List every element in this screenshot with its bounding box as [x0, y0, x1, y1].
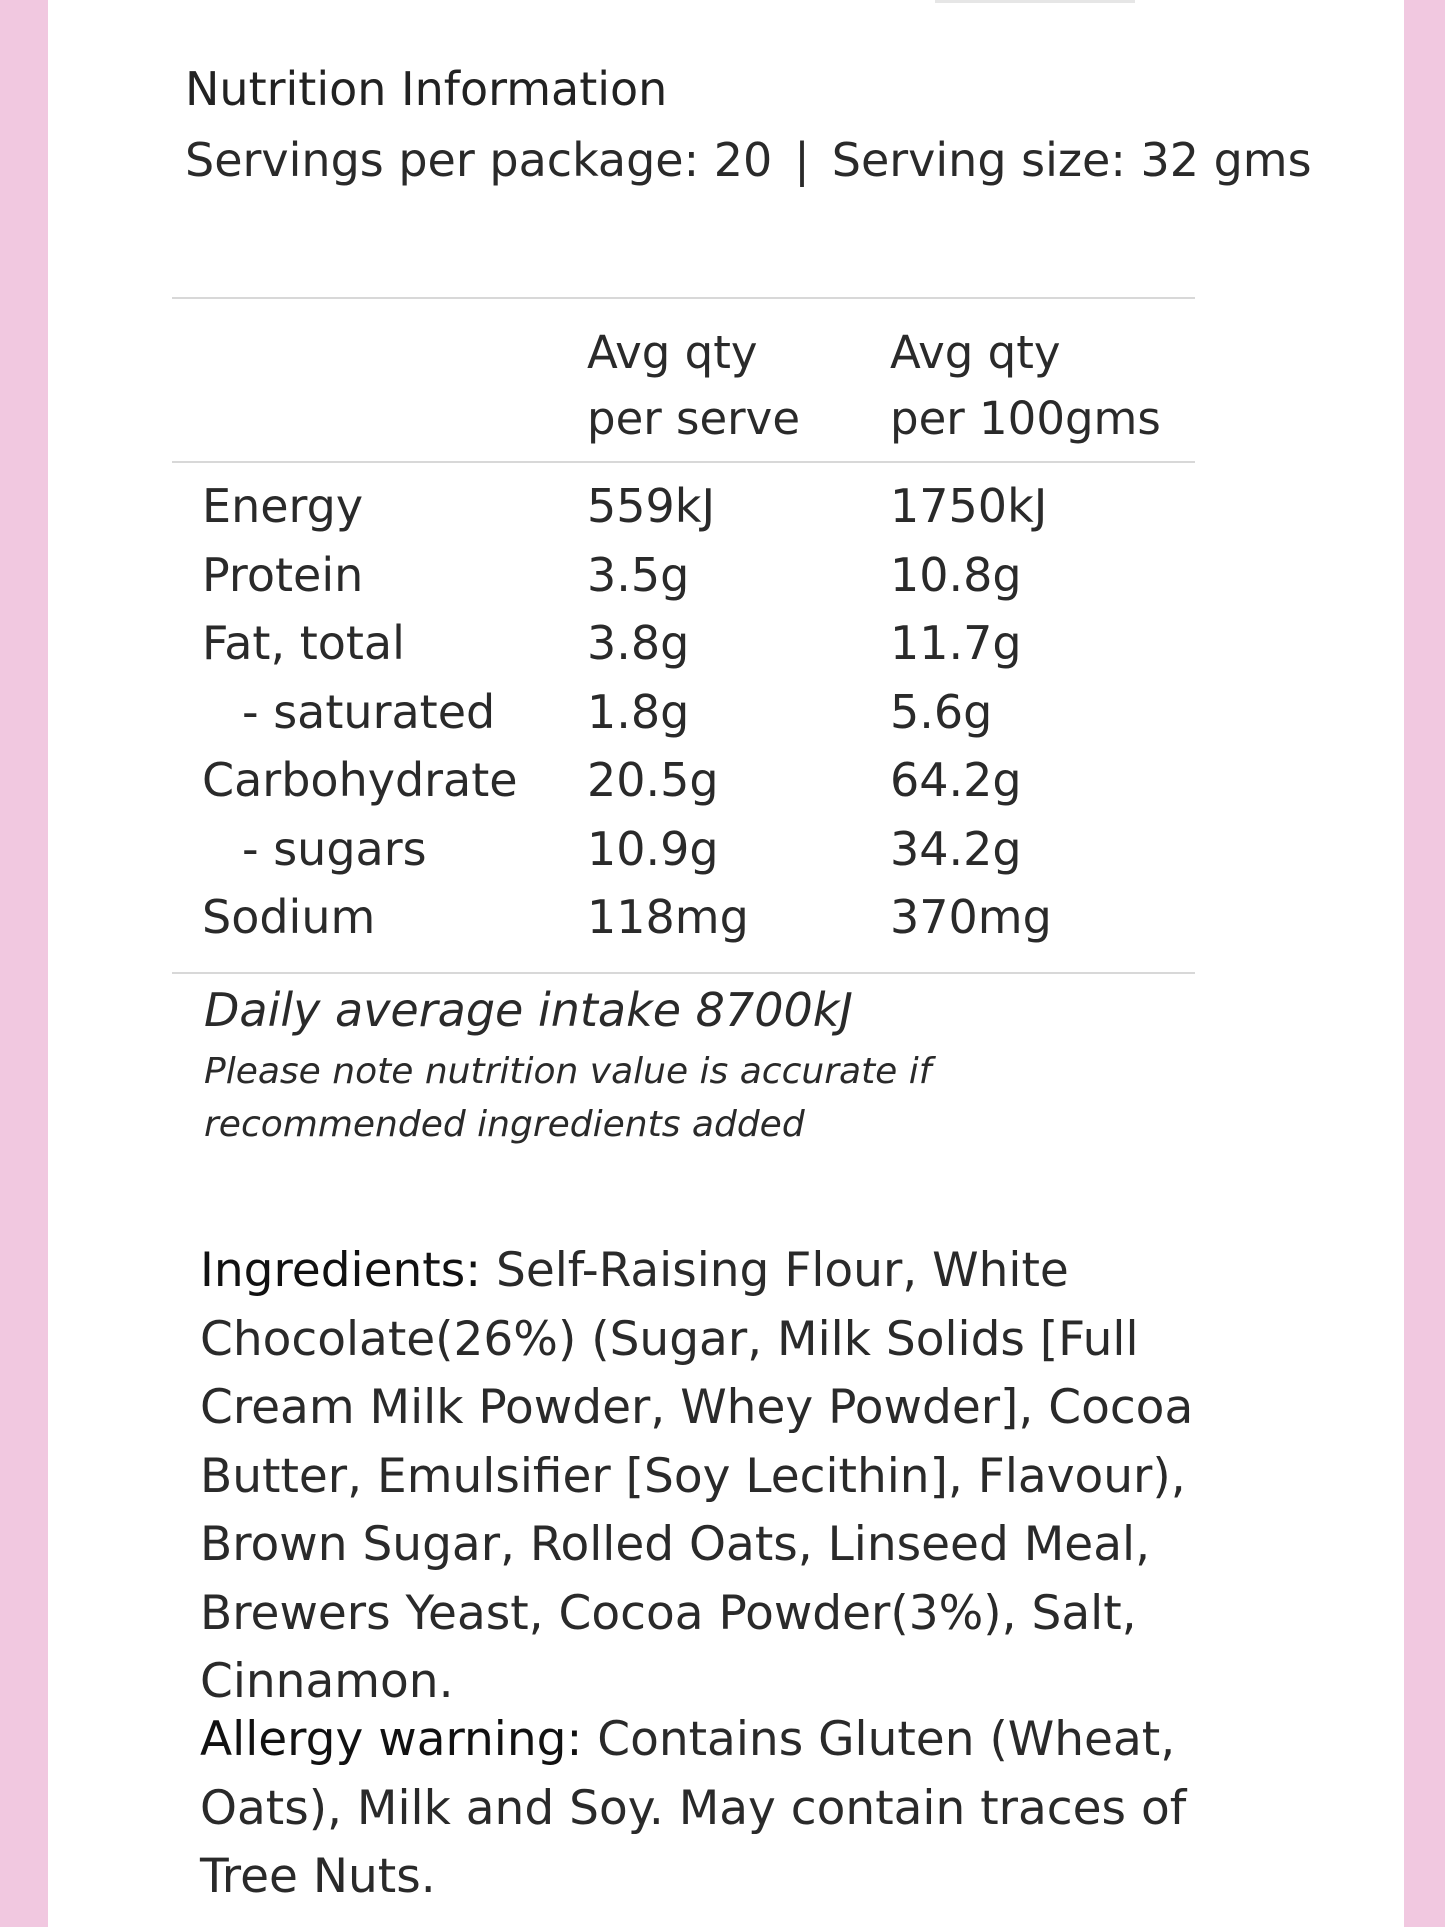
col-header-per-serve	[587, 320, 800, 452]
ingredients-paragraph	[200, 1237, 1280, 1717]
col-header-per-serve-line2: per serve	[587, 392, 801, 445]
ingredients-text: Self-Raising Flour, White Chocolate(26%) (Sugar, Milk Solids [Full Cream Milk Powder, Whey Powder], Cocoa Butter, Emulsifier [Soy Lecithin], Flavour), Brown Sugar, Rolled Oats, Linseed Meal, Brewers Yeast, Cocoa Powder(3%), Salt, Cinnamon.	[200, 1243, 1194, 1709]
allergy-paragraph	[200, 1706, 1280, 1912]
row-name: Carbohydrate	[202, 753, 518, 807]
row-name: Fat, total	[202, 616, 405, 670]
row-per-serve: 3.8g	[587, 616, 690, 670]
row-per-100: 11.7g	[890, 616, 1022, 670]
daily-intake: Daily average intake 8700kJ	[204, 983, 853, 1037]
row-per-100: 34.2g	[890, 821, 1022, 876]
allergy-label: Allergy warning:	[200, 1712, 583, 1767]
accuracy-note: Please note nutrition value is accurate if recommended ingredients added	[204, 1051, 932, 1145]
row-name: Sodium	[202, 890, 376, 944]
row-per-100: 370mg	[890, 890, 1052, 944]
col-header-per-serve-line1: Avg qty	[587, 326, 758, 379]
table-top-rule	[172, 297, 1195, 299]
top-divider-mark	[935, 0, 1135, 3]
nutrition-title: Nutrition Information	[185, 62, 668, 116]
row-per-serve: 3.5g	[587, 547, 690, 602]
col-header-per-100-line1: Avg qty	[890, 326, 1061, 379]
row-per-100: 64.2g	[890, 753, 1022, 807]
table-bottom-rule	[172, 972, 1195, 974]
row-per-100: 1750kJ	[890, 479, 1048, 533]
col-header-per-100	[890, 320, 1161, 452]
servings-separator: |	[794, 133, 810, 187]
servings-line	[185, 133, 1312, 187]
servings-per-package: Servings per package: 20	[185, 133, 773, 187]
allergy-text: Contains Gluten (Wheat, Oats), Milk and Soy. May contain traces of Tree Nuts.	[200, 1712, 1187, 1904]
row-name: - saturated	[242, 684, 496, 739]
row-per-100: 5.6g	[890, 684, 993, 739]
row-per-serve: 20.5g	[587, 753, 719, 807]
row-per-serve: 1.8g	[587, 684, 690, 739]
serving-size: Serving size: 32 gms	[831, 133, 1312, 187]
col-header-per-100-line2: per 100gms	[890, 392, 1161, 445]
row-name: Protein	[202, 547, 364, 602]
row-per-serve: 118mg	[587, 890, 749, 944]
ingredients-label: Ingredients:	[200, 1243, 482, 1298]
table-header-rule	[172, 461, 1195, 463]
row-name: Energy	[202, 479, 364, 533]
row-per-serve: 10.9g	[587, 821, 719, 876]
row-per-100: 10.8g	[890, 547, 1022, 602]
row-per-serve: 559kJ	[587, 479, 716, 533]
row-name: - sugars	[242, 821, 427, 876]
